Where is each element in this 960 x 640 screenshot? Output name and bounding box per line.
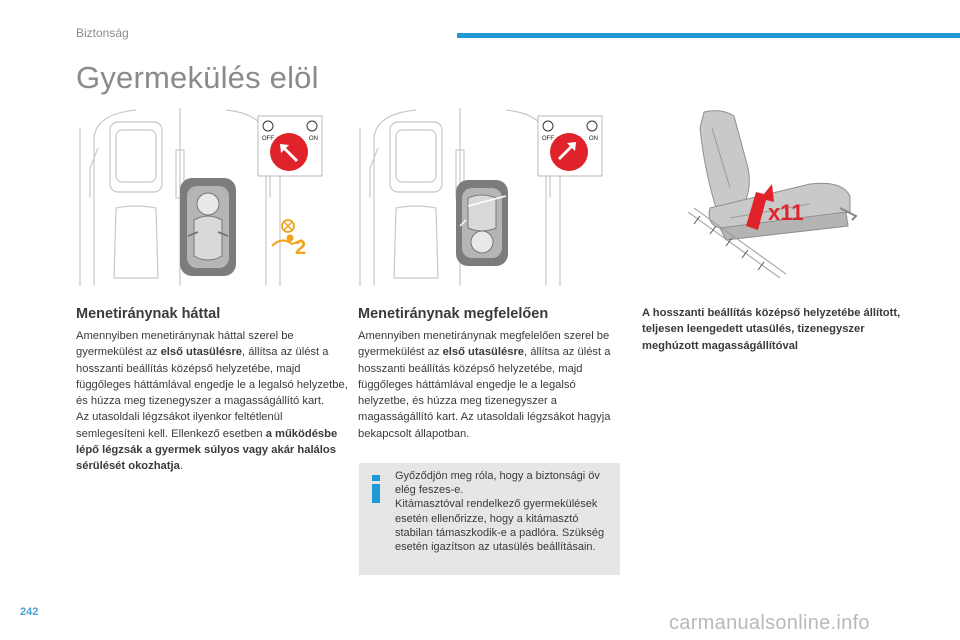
airbag-off-text: OFF [262,136,274,142]
airbag-warning-label [258,116,322,176]
page-title: Gyermekülés elöl [76,60,319,95]
indicator-number: 2 [295,237,307,259]
section-label: Biztonság [76,26,129,40]
info-box [359,463,620,575]
car-top-view-forward-facing-illustration [356,108,626,286]
watermark: carmanualsonline.info [669,612,870,634]
airbag-off-indicator-icon [272,220,306,259]
car-top-view-rear-facing-illustration [76,108,346,286]
text-segment: . [179,460,183,473]
seat-adjustment-illustration [660,108,890,293]
airbag-off-text: OFF [542,136,554,142]
page-number: 242 [20,606,39,618]
paragraph-rear-facing [76,328,348,475]
airbag-on-text: ON [309,136,318,142]
heading-rear-facing: Menetiránynak háttal [76,306,221,322]
text-segment: Amennyiben menetiránynak háttal szerel be gyermekülést az [76,330,294,359]
figure-seat-side-view [660,108,890,293]
header-accent-bar [457,33,960,38]
text-segment: , állítsa az ülést a hosszanti beállítás középső helyzetébe, majd függőleges háttámlával engedje le a legalsó helyzetbe, és húzza meg tizenegyszer a magasságállító kart. Az utasoldali légzsákot hagyja bekapcsolt állapotban. [358,346,611,440]
bold-segment: első utasülésre [160,346,243,359]
warning-bold-segment: a működésbe lépő légzsák a gyermek súlyos vagy akár halálos sérülését okozhatja [76,427,338,473]
info-icon [369,475,383,503]
info-line: Kitámasztóval rendelkező gyermekülések esetén ellenőrizze, hogy a kitámasztó stabilan támaszkodik-e a padlóra. Szükség esetén igazítson az utasülés beállításain. [395,498,605,554]
seat-caption: A hosszanti beállítás középső helyzetébe állított, teljesen leengedett utasülés, tizenegyszer meghúzott magasságállítóval [642,307,901,352]
figure-forward-facing [356,108,626,286]
paragraph-forward-facing [358,328,626,442]
airbag-on-text: ON [589,136,598,142]
info-line: Győződjön meg róla, hogy a biztonsági öv elég feszes-e. [395,470,600,497]
text-segment: Amennyiben menetiránynak megfelelően szerel be gyermekülést az [358,330,610,359]
figure-rear-facing [76,108,346,286]
adjust-count-label: x11 [768,200,804,225]
text-segment: , állítsa az ülést a hosszanti beállítás középső helyzetébe, majd függőleges háttámlával engedje le a legalsó helyzetbe, és húzza meg tizenegyszer a magasságállító kart. [76,346,348,408]
info-text [395,469,617,554]
heading-forward-facing: Menetiránynak megfelelően [358,306,549,322]
airbag-warning-label [538,116,602,176]
text-segment: Az utasoldali légzsákot ilyenkor feltétlenül semlegesíteni kell. Ellenkező esetben [76,411,283,440]
bold-segment: első utasülésre [442,346,525,359]
